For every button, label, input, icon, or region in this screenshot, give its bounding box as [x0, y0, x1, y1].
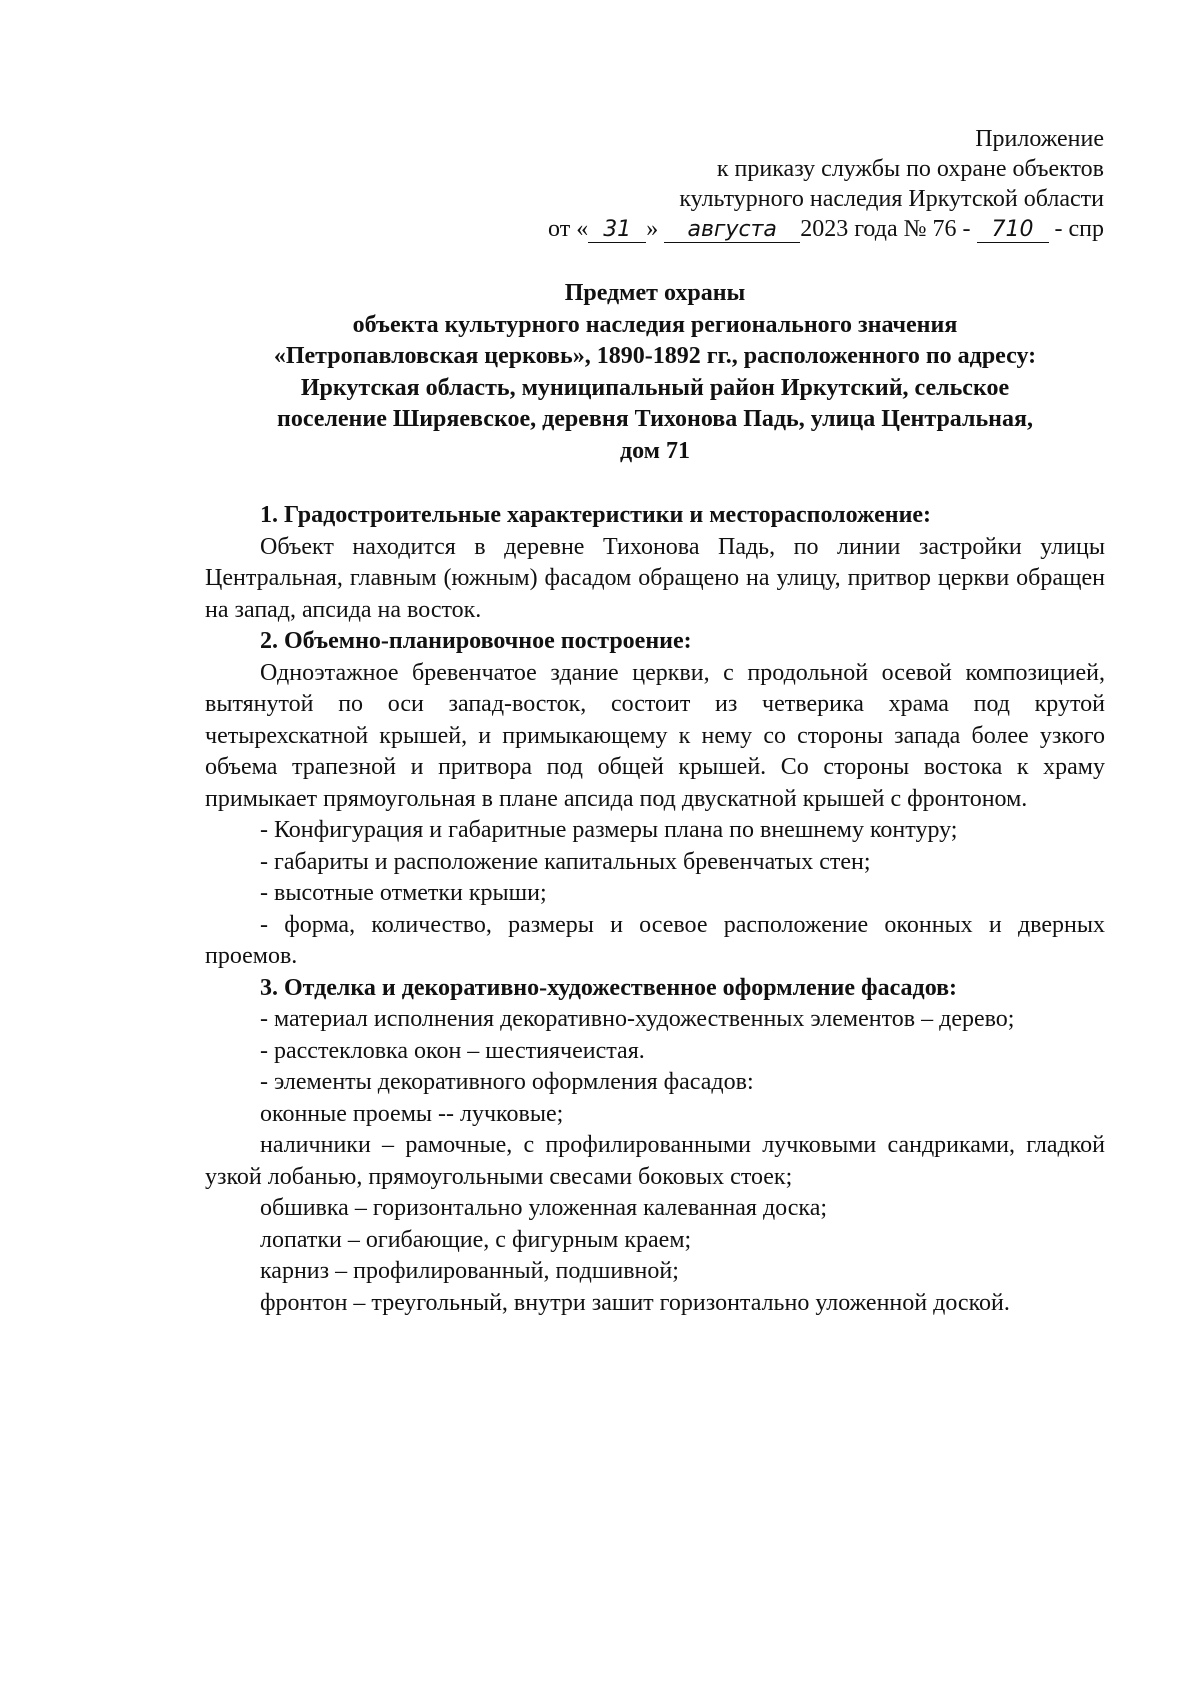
section-paragraph: Объект находится в деревне Тихонова Падь, по линии застройки улицы Центральная, главным (южным) фасадом обращено на улицу, притвор церкви обращен на запад, апсида на восток.	[205, 533, 1105, 623]
list-item: - высотные отметки крыши;	[260, 880, 547, 906]
handwritten-day: 31	[588, 218, 646, 243]
list-item: - расстекловка окон – шестиячеистая.	[260, 1037, 645, 1064]
list-item: - Конфигурация и габаритные размеры плана по внешнему контуру;	[260, 817, 958, 843]
list-item: наличники – рамочные, с профилированными лучковыми сандриками, гладкой узкой лобанью, прямоугольными свесами боковых стоек;	[205, 1132, 1105, 1190]
handwritten-order-number: 710	[977, 218, 1049, 243]
document-body	[205, 500, 1105, 1319]
list-item: оконные проемы -- лучковые;	[260, 1100, 564, 1127]
list-item: карниз – профилированный, подшивной;	[260, 1258, 679, 1284]
order-reference: к приказу службы по охране объектов	[716, 156, 1104, 182]
document-title	[205, 278, 1105, 467]
title-line: объекта культурного наследия регионального значения	[352, 311, 958, 338]
list-item: фронтон – треугольный, внутри зашит горизонтально уложенной доской.	[260, 1289, 1010, 1316]
date-mid: »	[646, 216, 659, 242]
list-item: - форма, количество, размеры и осевое расположение оконных и дверных проемов.	[205, 911, 1105, 969]
date-year: 2023 года № 76 -	[800, 216, 971, 242]
date-prefix: от «	[548, 216, 589, 242]
section-heading: 1. Градостроительные характеристики и месторасположение:	[260, 502, 932, 528]
title-line: дом 71	[619, 437, 691, 464]
list-item: лопатки – огибающие, с фигурным краем;	[260, 1226, 692, 1253]
appendix-label: Приложение	[975, 126, 1104, 152]
section-heading: 3. Отделка и декоративно-художественное оформление фасадов:	[260, 974, 958, 1001]
title-line: «Петропавловская церковь», 1890-1892 гг., расположенного по адресу:	[273, 343, 1037, 369]
title-line: Иркутская область, муниципальный район Иркутский, сельское	[300, 374, 1010, 401]
section-paragraph: Одноэтажное бревенчатое здание церкви, с продольной осевой композицией, вытянутой по оси запад-восток, состоит из четверика храма под крутой четырехскатной крышей, и примыкающему к нему со стороны запада более узкого объема трапезной и притвора под общей крышей. Со стороны востока к храму примыкает прямоугольная в плане апсида под двускатной крышей с фронтоном.	[205, 659, 1105, 812]
order-date-line	[548, 214, 1104, 244]
order-authority: культурного наследия Иркутской области	[679, 186, 1104, 212]
appendix-header	[548, 124, 1104, 244]
handwritten-month: августа	[664, 218, 800, 243]
date-suffix: - спр	[1054, 216, 1104, 242]
list-item: обшивка – горизонтально уложенная калеванная доска;	[260, 1195, 828, 1221]
list-item: - габариты и расположение капитальных бревенчатых стен;	[260, 848, 871, 875]
title-line: поселение Ширяевское, деревня Тихонова Падь, улица Центральная,	[277, 406, 1033, 432]
section-heading: 2. Объемно-планировочное построение:	[260, 628, 692, 654]
list-item: - материал исполнения декоративно-художественных элементов – дерево;	[260, 1006, 1015, 1032]
title-line: Предмет охраны	[564, 280, 746, 306]
list-item: - элементы декоративного оформления фасадов:	[260, 1069, 754, 1095]
